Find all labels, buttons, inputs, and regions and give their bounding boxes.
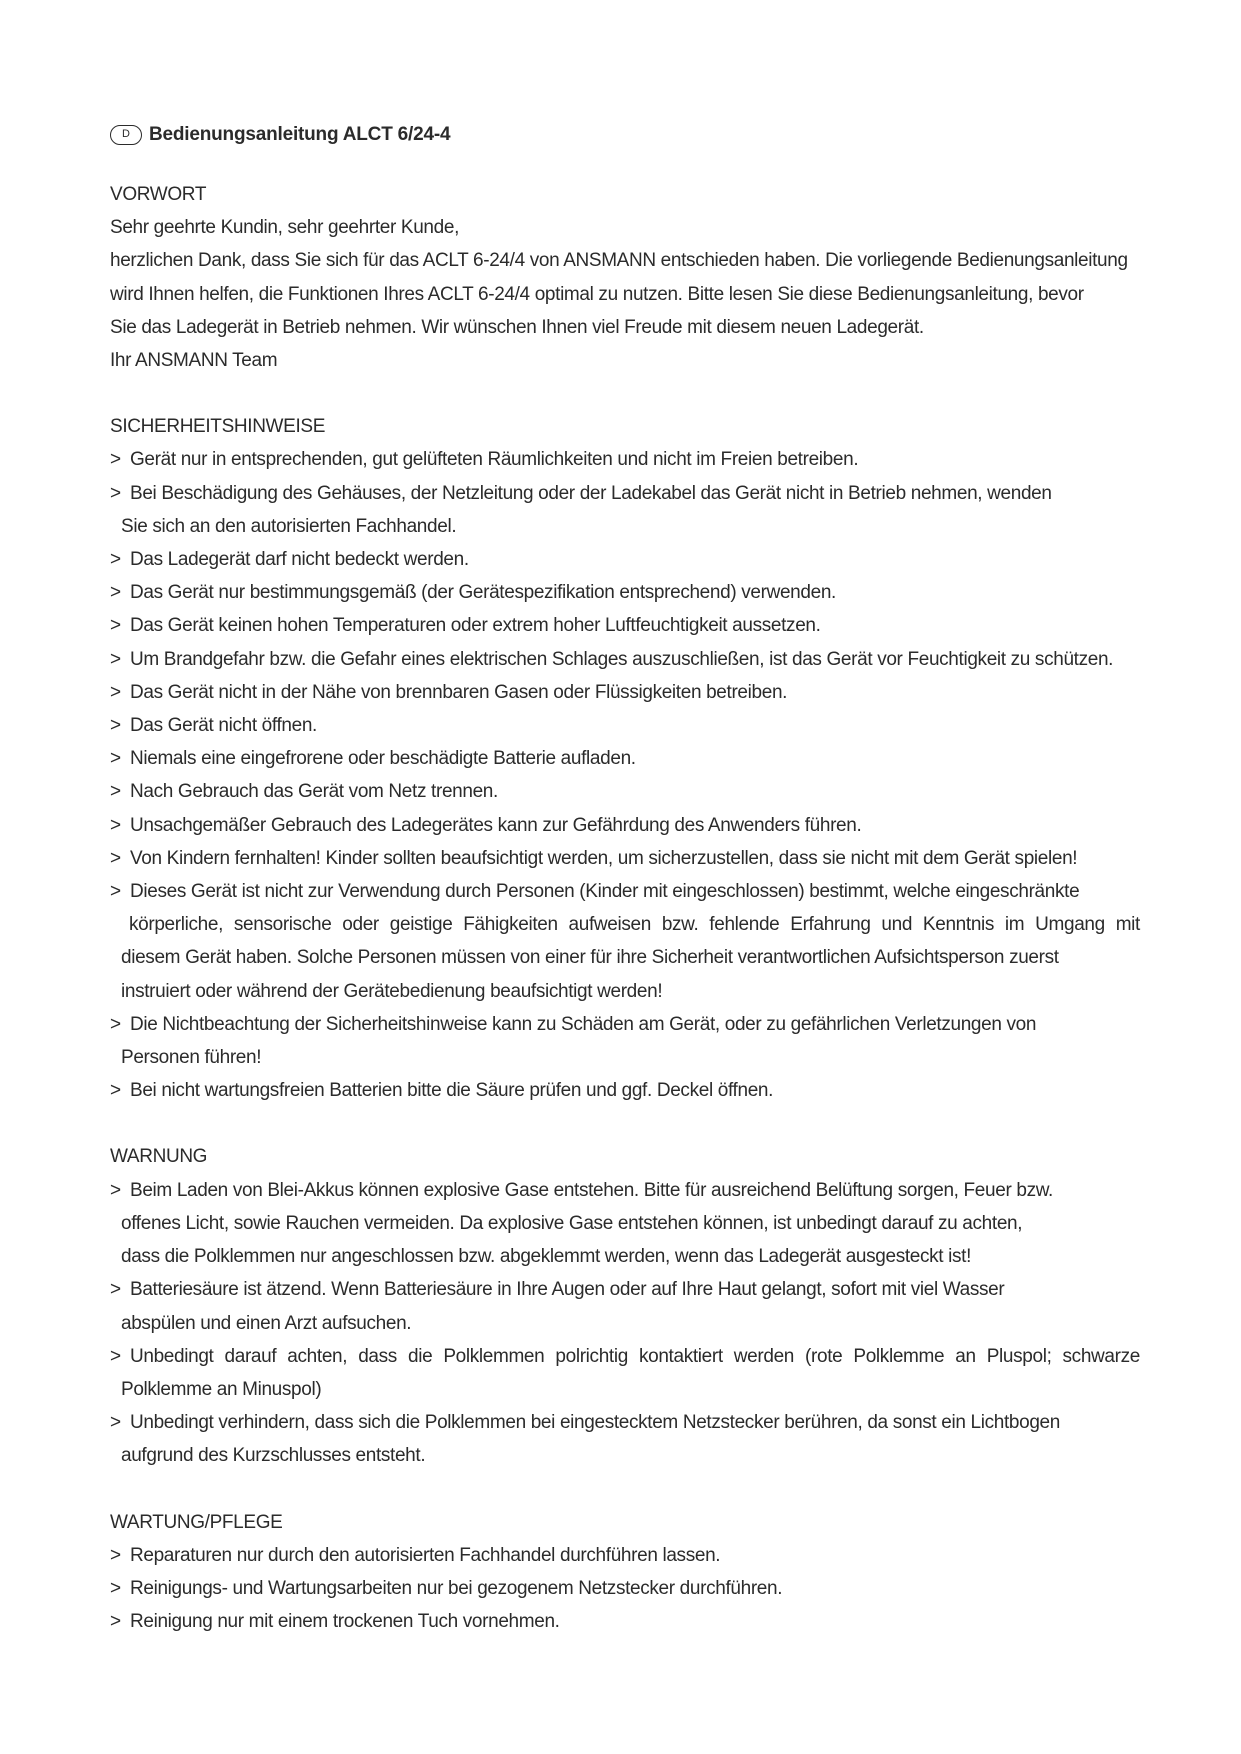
list-item xyxy=(110,1539,1140,1572)
bullet-marker: > xyxy=(110,748,121,770)
list-item-text: Um Brandgefahr bzw. die Gefahr eines elektrischen Schlages auszuschließen, ist das Gerät vor Feuchtigkeit zu schützen. xyxy=(130,648,1114,670)
list-item-text: Von Kindern fernhalten! Kinder sollten beaufsichtigt werden, um sicherzustellen, dass sie nicht mit dem Gerät spielen! xyxy=(130,847,1078,869)
list-item xyxy=(110,676,1140,709)
list-item-continuation: abspülen und einen Arzt aufsuchen. xyxy=(121,1312,412,1334)
list-item-text: Nach Gebrauch das Gerät vom Netz trennen. xyxy=(130,781,498,803)
list-item-text: Niemals eine eingefrorene oder beschädigte Batterie aufladen. xyxy=(130,748,636,770)
list-item xyxy=(110,1340,1140,1406)
list-item xyxy=(110,543,1140,576)
list-item-text: Unbedingt verhindern, dass sich die Polklemmen bei eingestecktem Netzstecker berühren, da sonst ein Lichtbogen xyxy=(130,1412,1060,1434)
bullet-marker: > xyxy=(110,1611,121,1633)
list-item-continuation: aufgrund des Kurzschlusses entsteht. xyxy=(121,1445,426,1467)
bullet-marker: > xyxy=(110,1577,121,1599)
bullet-marker: > xyxy=(110,1179,121,1201)
section-heading: VORWORT xyxy=(110,184,207,205)
list-item-text: Batteriesäure ist ätzend. Wenn Batteriesäure in Ihre Augen oder auf Ihre Haut gelangt, sofort mit viel Wasser xyxy=(130,1279,1005,1301)
paragraph-line: Sie das Ladegerät in Betrieb nehmen. Wir wünschen Ihnen viel Freude mit diesem neuen Ladegerät. xyxy=(110,316,924,338)
list-item-text: Reparaturen nur durch den autorisierten Fachhandel durchführen lassen. xyxy=(130,1544,721,1566)
list-item-text: Bei Beschädigung des Gehäuses, der Netzleitung oder der Ladekabel das Gerät nicht in Betrieb nehmen, wenden xyxy=(130,482,1052,504)
list-item-text: Reinigungs- und Wartungsarbeiten nur bei gezogenem Netzstecker durchführen. xyxy=(130,1577,783,1599)
bullet-marker: > xyxy=(110,1544,121,1566)
document-page xyxy=(110,118,1140,1671)
paragraph-line: wird Ihnen helfen, die Funktionen Ihres ACLT 6-24/4 optimal zu nutzen. Bitte lesen Sie diese Bedienungsanleitung, bevor xyxy=(110,283,1084,305)
list-item-text: Das Gerät nicht in der Nähe von brennbaren Gasen oder Flüssigkeiten betreiben. xyxy=(130,681,788,703)
list-item xyxy=(110,1008,1140,1074)
list-item-continuation: Personen führen! xyxy=(121,1047,262,1069)
list-item xyxy=(110,609,1140,642)
bullet-marker: > xyxy=(110,814,121,836)
list-item-text: Dieses Gerät ist nicht zur Verwendung durch Personen (Kinder mit eingeschlossen) bestimmt, welche eingeschränkte xyxy=(130,881,1080,903)
bullet-marker: > xyxy=(110,1412,121,1434)
bullet-marker: > xyxy=(110,847,121,869)
list-item-continuation: Polklemme an Minuspol) xyxy=(121,1378,322,1400)
bullet-marker: > xyxy=(110,482,121,504)
bullet-marker: > xyxy=(110,881,121,903)
section-heading: WARNUNG xyxy=(110,1146,208,1168)
list-item xyxy=(110,1174,1140,1274)
list-item-continuation: dass die Polklemmen nur angeschlossen bzw. abgeklemmt werden, wenn das Ladegerät ausgesteckt ist! xyxy=(121,1246,972,1268)
list-item-text: Die Nichtbeachtung der Sicherheitshinweise kann zu Schäden am Gerät, oder zu gefährlichen Verletzungen von xyxy=(130,1013,1037,1035)
list-item xyxy=(110,1572,1140,1605)
document-title: Bedienungsanleitung ALCT 6/24-4 xyxy=(149,123,451,145)
section-heading: SICHERHEITSHINWEISE xyxy=(110,416,326,438)
bullet-marker: > xyxy=(110,1345,121,1367)
list-item xyxy=(110,709,1140,742)
list-item-text: Das Gerät keinen hohen Temperaturen oder extrem hoher Luftfeuchtigkeit aussetzen. xyxy=(130,615,821,637)
list-item-continuation: Sie sich an den autorisierten Fachhandel. xyxy=(121,515,457,537)
bullet-marker: > xyxy=(110,449,121,471)
bullet-marker: > xyxy=(110,648,121,670)
list-item-text: Unsachgemäßer Gebrauch des Ladegerätes kann zur Gefährdung des Anwenders führen. xyxy=(130,814,862,836)
list-item xyxy=(110,1605,1140,1638)
list-item-text: Das Ladegerät darf nicht bedeckt werden. xyxy=(130,549,469,571)
list-item-text: Unbedingt darauf achten, dass die Polklemmen polrichtig kontaktiert werden (rote Polklemme an Pluspol; schwarze xyxy=(130,1345,1140,1367)
list-item-text: Gerät nur in entsprechenden, gut gelüfteten Räumlichkeiten und nicht im Freien betreiben. xyxy=(130,449,859,471)
list-item xyxy=(110,643,1140,676)
list-item-text: Beim Laden von Blei-Akkus können explosive Gase entstehen. Bitte für ausreichend Belüftung sorgen, Feuer bzw. xyxy=(130,1179,1053,1201)
section-heading: WARTUNG/PFLEGE xyxy=(110,1511,283,1533)
list-item xyxy=(110,875,1140,1008)
bullet-marker: > xyxy=(110,582,121,604)
bullet-marker: > xyxy=(110,549,121,571)
section-vorwort xyxy=(110,178,1140,377)
list-item-continuation: instruiert oder während der Gerätebedienung beaufsichtigt werden! xyxy=(121,980,663,1002)
list-item xyxy=(110,775,1140,808)
list-item-continuation: diesem Gerät haben. Solche Personen müssen von einer für ihre Sicherheit verantwortlichen Aufsichtsperson zuerst xyxy=(121,947,1059,969)
section-sicherheitshinweise xyxy=(110,410,1140,1107)
document-header xyxy=(110,118,1140,151)
list-item-text: Reinigung nur mit einem trockenen Tuch vornehmen. xyxy=(130,1611,560,1633)
list-item xyxy=(110,842,1140,875)
list-item xyxy=(110,742,1140,775)
list-item-text: Bei nicht wartungsfreien Batterien bitte die Säure prüfen und ggf. Deckel öffnen. xyxy=(130,1080,774,1102)
bullet-marker: > xyxy=(110,681,121,703)
paragraph-line: Ihr ANSMANN Team xyxy=(110,350,278,372)
bullet-marker: > xyxy=(110,1080,121,1102)
bullet-marker: > xyxy=(110,1013,121,1035)
list-item xyxy=(110,809,1140,842)
list-item xyxy=(110,576,1140,609)
section-warnung xyxy=(110,1140,1140,1472)
list-item xyxy=(110,1406,1140,1472)
list-item-continuation: körperliche, sensorische oder geistige Fähigkeiten aufweisen bzw. fehlende Erfahrung und Kenntnis im Umgang mit xyxy=(129,914,1140,936)
paragraph-line: herzlichen Dank, dass Sie sich für das ACLT 6-24/4 von ANSMANN entschieden haben. Die vorliegende Bedienungsanleitung xyxy=(110,250,1128,272)
list-item xyxy=(110,477,1140,543)
language-badge: D xyxy=(110,125,142,145)
section-wartung-pflege xyxy=(110,1506,1140,1639)
bullet-marker: > xyxy=(110,715,121,737)
list-item xyxy=(110,1273,1140,1339)
list-item xyxy=(110,1074,1140,1107)
bullet-marker: > xyxy=(110,1279,121,1301)
list-item xyxy=(110,443,1140,476)
bullet-marker: > xyxy=(110,615,121,637)
list-item-continuation: offenes Licht, sowie Rauchen vermeiden. Da explosive Gase entstehen können, ist unbedingt darauf zu achten, xyxy=(121,1212,1023,1234)
list-item-text: Das Gerät nur bestimmungsgemäß (der Gerätespezifikation entsprechend) verwenden. xyxy=(130,582,836,604)
bullet-marker: > xyxy=(110,781,121,803)
paragraph-line: Sehr geehrte Kundin, sehr geehrter Kunde, xyxy=(110,217,460,239)
list-item-text: Das Gerät nicht öffnen. xyxy=(130,715,317,737)
